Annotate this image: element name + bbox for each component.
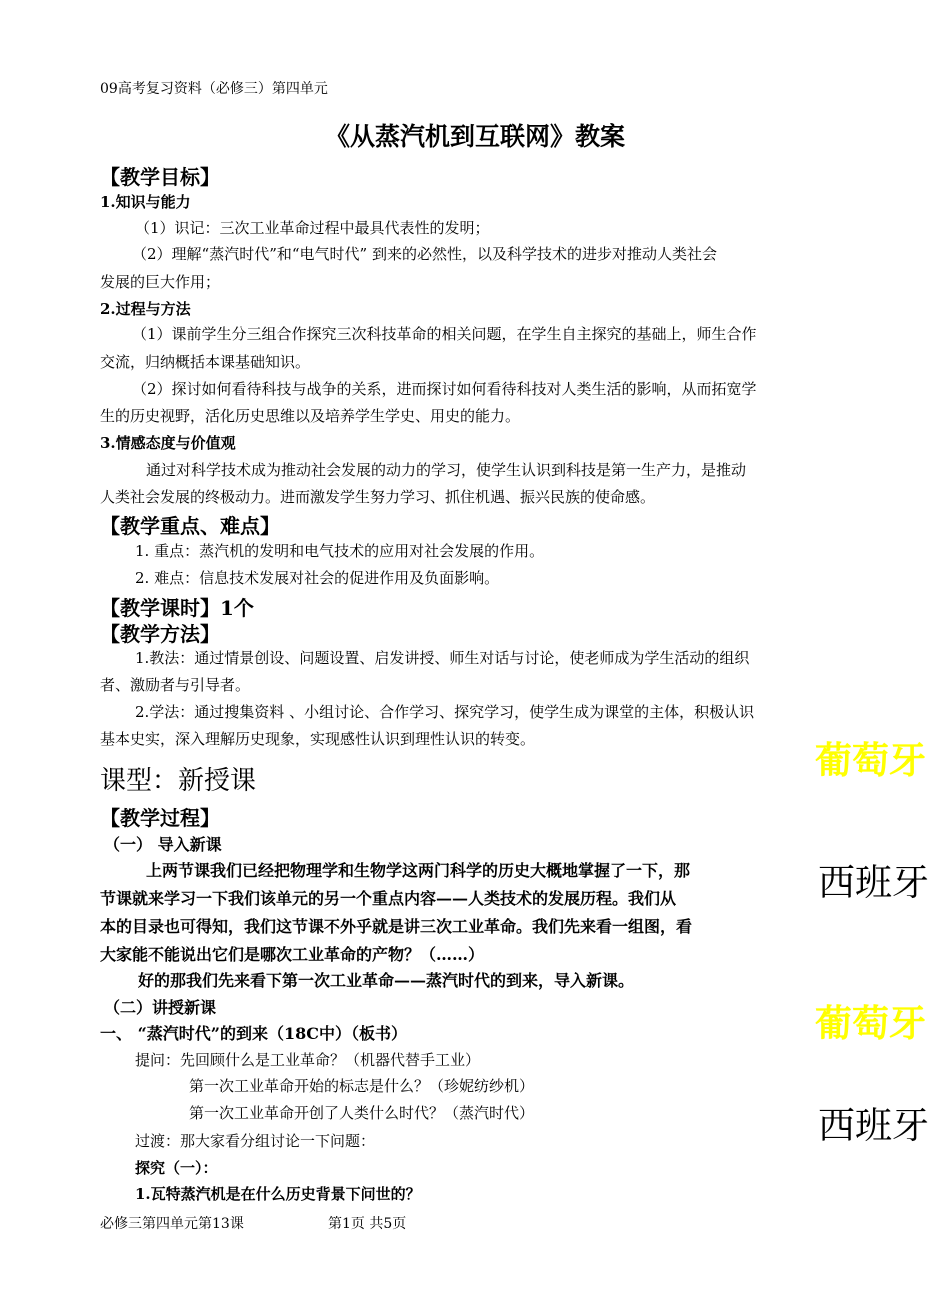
knowledge-heading: 1.知识与能力 — [100, 193, 191, 211]
intro-line3: 本的目录也可得知，我们这节课不外乎就是讲三次工业革命。我们先来看一组图，看 — [100, 917, 693, 936]
document-title: 《从蒸汽机到互联网》教案 — [324, 122, 625, 151]
watermark-portugal-2: 葡萄牙 — [815, 1002, 926, 1045]
question-1: 提问：先回顾什么是工业革命？（机器代替手工业） — [135, 1051, 481, 1069]
key-point-item-1: 1. 重点：蒸汽机的发明和电气技术的应用对社会发展的作用。 — [135, 542, 545, 560]
objectives-heading: 【教学目标】 — [100, 165, 220, 189]
explore-question-1: 1.瓦特蒸汽机是在什么历史背景下问世的？ — [135, 1185, 421, 1203]
knowledge-item-2-line2: 发展的巨大作用； — [100, 273, 221, 291]
teaching-process-heading: 【教学过程】 — [100, 806, 220, 830]
intro-line2: 节课就来学习一下我们该单元的另一个重点内容——人类技术的发展历程。我们从 — [100, 889, 677, 908]
watermark-spain-1: 西班牙 — [818, 861, 929, 904]
key-points-heading: 【教学重点、难点】 — [100, 514, 280, 538]
page-header: 09高考复习资料（必修三）第四单元 — [100, 81, 328, 97]
intro-line5: 好的那我们先来看下第一次工业革命——蒸汽时代的到来，导入新课。 — [138, 971, 635, 990]
intro-heading: （一） 导入新课 — [104, 835, 222, 854]
explore-heading: 探究（一）： — [135, 1159, 218, 1177]
method-item-2-line1: 2.学法：通过搜集资料 、小组讨论、合作学习、探究学习，使学生成为课堂的主体，积极认识 — [135, 703, 755, 721]
process-item-2-line1: （2）探讨如何看待科技与战争的关系，进而探讨如何看待科技对人类生活的影响，从而拓宽学 — [132, 380, 757, 398]
method-item-2-line2: 基本史实，深入理解历史现象，实现感性认识到理性认识的转变。 — [100, 730, 536, 748]
method-item-1-line1: 1.教法：通过情景创设、问题设置、启发讲授、师生对话与讨论，使老师成为学生活动的组织 — [135, 649, 750, 667]
methods-heading: 【教学方法】 — [100, 622, 220, 646]
process-item-2-line2: 生的历史视野，活化历史思维以及培养学生学史、用史的能力。 — [100, 407, 521, 425]
intro-line4: 大家能不能说出它们是哪次工业革命的产物？（……） — [100, 945, 485, 964]
knowledge-item-1: （1）识记：三次工业革命过程中最具代表性的发明； — [135, 219, 490, 237]
question-3: 第一次工业革命开创了人类什么时代？（蒸汽时代） — [189, 1104, 535, 1122]
process-method-heading: 2.过程与方法 — [100, 300, 191, 318]
footer-lesson: 必修三第四单元第13课 — [100, 1216, 244, 1232]
watermark-spain-2: 西班牙 — [818, 1104, 929, 1147]
lesson-hours: 【教学课时】1个 — [100, 596, 254, 620]
knowledge-item-2-line1: （2）理解“蒸汽时代”和“电气时代” 到来的必然性，以及科学技术的进步对推动人类社会 — [132, 245, 717, 263]
footer-page-number: 第1页 共5页 — [328, 1216, 407, 1232]
intro-line1: 上两节课我们已经把物理学和生物学这两门科学的历史大概地掌握了一下，那 — [146, 861, 691, 880]
attitude-line1: 通过对科学技术成为推动社会发展的动力的学习，使学生认识到科技是第一生产力，是推动 — [146, 461, 747, 479]
watermark-portugal-1: 葡萄牙 — [815, 739, 926, 782]
lesson-type: 课型：新授课 — [100, 766, 257, 796]
attitude-heading: 3.情感态度与价值观 — [100, 434, 236, 452]
teach-heading: （二）讲授新课 — [104, 998, 217, 1017]
attitude-line2: 人类社会发展的终极动力。进而激发学生努力学习、抓住机遇、振兴民族的使命感。 — [100, 488, 656, 506]
part1-heading: 一、 “蒸汽时代”的到来（18C中）（板书） — [100, 1024, 407, 1043]
process-item-1-line2: 交流，归纳概括本课基础知识。 — [100, 353, 311, 371]
method-item-1-line2: 者、激励者与引导者。 — [100, 676, 251, 694]
key-point-item-2: 2. 难点：信息技术发展对社会的促进作用及负面影响。 — [135, 569, 500, 587]
question-2: 第一次工业革命开始的标志是什么？（珍妮纺纱机） — [189, 1077, 535, 1095]
process-item-1-line1: （1）课前学生分三组合作探究三次科技革命的相关问题，在学生自主探究的基础上，师生合作 — [132, 325, 757, 343]
transition: 过渡：那大家看分组讨论一下问题： — [135, 1132, 376, 1150]
